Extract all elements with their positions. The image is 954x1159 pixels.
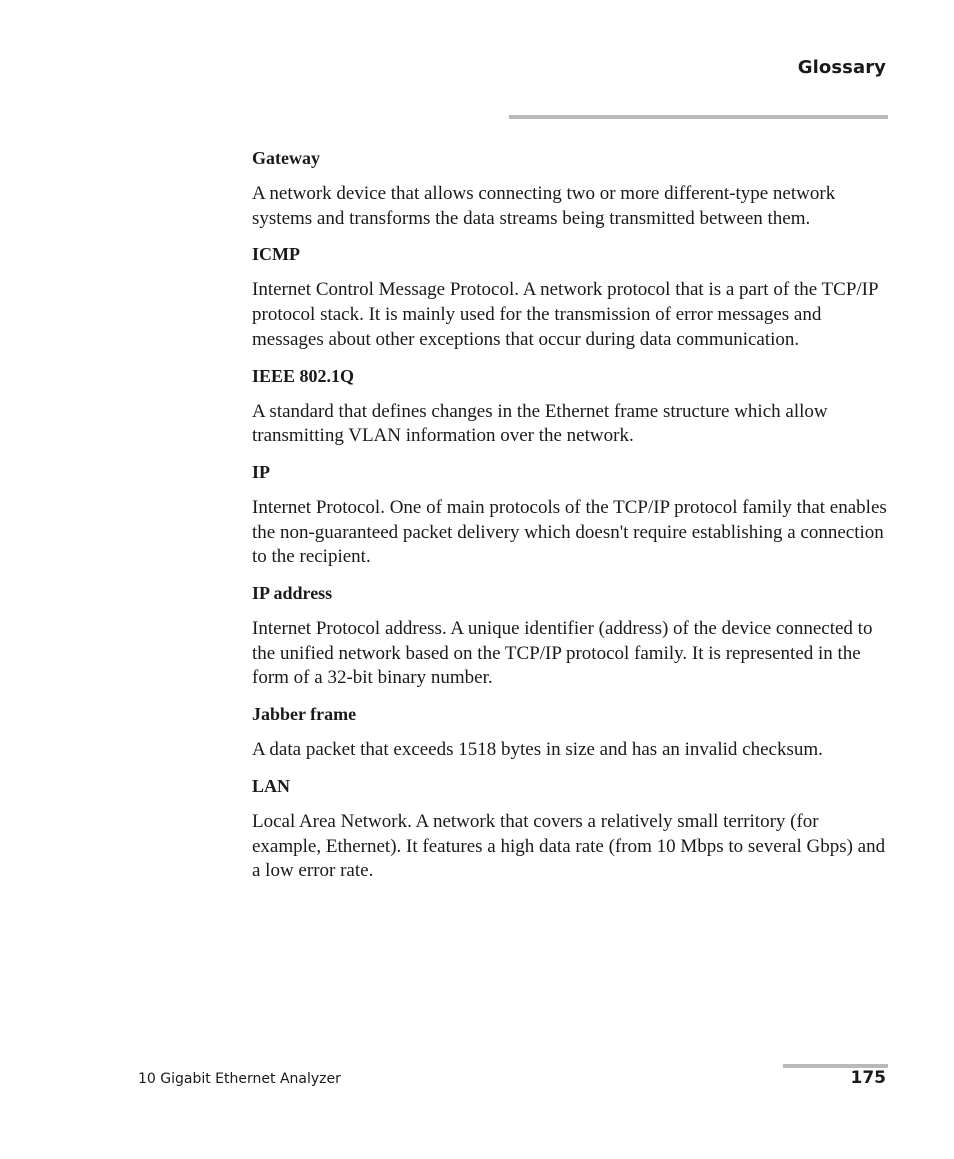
footer-product-name: 10 Gigabit Ethernet Analyzer <box>138 1071 341 1087</box>
glossary-definition: Local Area Network. A network that covers a relatively small territory (for example, Ethernet). It features a high data rate (from 10 Mbps to several Gbps) and a low error rate. <box>252 810 886 882</box>
glossary-entry-ip <box>252 460 892 570</box>
glossary-entry-ieee-8021q <box>252 364 892 449</box>
glossary-term: Gateway <box>252 148 320 168</box>
glossary-definition: A data packet that exceeds 1518 bytes in size and has an invalid checksum. <box>252 739 823 761</box>
glossary-term: ICMP <box>252 244 300 265</box>
glossary-term: IP <box>252 461 270 482</box>
glossary-term: IP address <box>252 583 333 604</box>
glossary-term: Jabber frame <box>252 704 357 725</box>
glossary-definition: A standard that defines changes in the Ethernet frame structure which allow transmitting VLAN information over the network. <box>252 400 828 447</box>
glossary-entry-lan <box>252 774 892 884</box>
glossary-term: LAN <box>252 775 291 796</box>
page-number: 175 <box>850 1068 886 1088</box>
glossary-definition: Internet Control Message Protocol. A network protocol that is a part of the TCP/IP protocol stack. It is mainly used for the transmission of error messages and messages about other exceptions that occur during data communication. <box>252 279 878 350</box>
glossary-content <box>252 146 892 895</box>
header-divider <box>509 115 888 119</box>
glossary-entry-jabber-frame <box>252 702 892 763</box>
glossary-definition: Internet Protocol. One of main protocols of the TCP/IP protocol family that enables the non-guaranteed packet delivery which doesn't require establishing a connection to the recipient. <box>252 496 887 568</box>
glossary-entry-ip-address <box>252 581 892 691</box>
section-title: Glossary <box>797 57 886 78</box>
glossary-definition: Internet Protocol address. A unique identifier (address) of the device connected to the unified network based on the TCP/IP protocol family. It is represented in the form of a 32-bit binary number. <box>252 618 873 689</box>
glossary-term: IEEE 802.1Q <box>252 365 355 386</box>
glossary-entry-gateway <box>252 146 892 231</box>
glossary-definition: A network device that allows connecting two or more different-type network systems and transforms the data streams being transmitted between them. <box>252 183 836 229</box>
glossary-entry-icmp <box>252 242 892 352</box>
